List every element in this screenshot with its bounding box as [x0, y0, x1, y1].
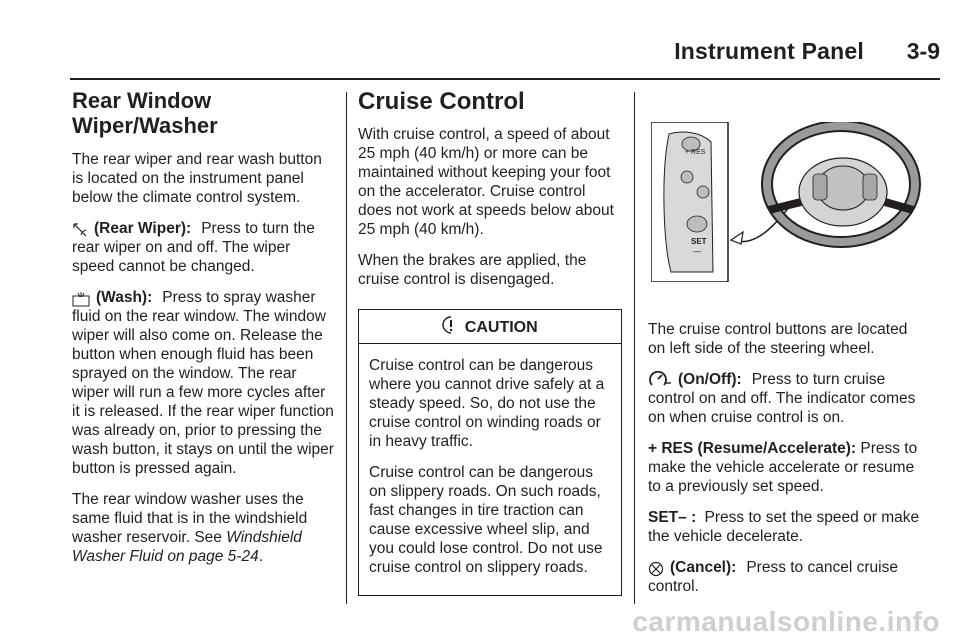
cruise-brakes: When the brakes are applied, the cruise control is disengaged. [358, 252, 587, 288]
watermark: carmanualsonline.info [632, 606, 940, 637]
set-button-graphic [687, 216, 707, 232]
wash-icon [72, 291, 90, 307]
rear-wiper-text-1: Press to turn the [201, 220, 315, 237]
page-number: 3-9 [906, 38, 940, 64]
caution-box [358, 309, 622, 596]
cancel-text-1: Press to cancel cruise [746, 559, 898, 576]
steering-wheel-illustration [651, 122, 923, 282]
warning-icon [442, 316, 460, 334]
rear-wiper-label: (Rear Wiper): [94, 220, 192, 237]
onoff-text-2: control on and off. The indicator comes on when cruise control is on. [648, 390, 916, 426]
rear-wiper-icon [72, 222, 88, 238]
caution-title: CAUTION [464, 319, 538, 336]
reservoir-paragraph [72, 490, 334, 566]
set-text-1: Press to set the speed or [704, 509, 877, 526]
column-divider-2 [634, 92, 635, 604]
cancel-icon [648, 561, 664, 577]
set-label: SET– : [648, 509, 697, 526]
section-heading-cruise: Cruise Control [358, 88, 525, 115]
set-text-2: make the vehicle decelerate. [648, 509, 920, 545]
header-rule [70, 78, 940, 80]
cancel-paragraph [648, 558, 924, 596]
buttons-location: The cruise control buttons are located on left side of the steering wheel. [648, 321, 908, 357]
set-paragraph [648, 508, 924, 546]
caution-header [359, 310, 621, 344]
rear-wiper-paragraph [72, 219, 334, 276]
res-paragraph [648, 439, 924, 496]
onoff-text-1: Press to turn cruise [751, 371, 886, 388]
reservoir-text: The rear window washer uses the same fluid that is in the windshield washer reservoir. See [72, 491, 308, 546]
heading-line-2: Wiper/Washer [72, 113, 218, 138]
rear-wiper-intro: The rear wiper and rear wash button is located on the instrument panel below the climate control system. [72, 151, 322, 206]
column-buttons [648, 320, 924, 608]
reservoir-end: . [258, 548, 264, 565]
caution-paragraph-2: Cruise control can be dangerous on slippery roads. On such roads, fast changes in tire traction can cause excessive wheel slip, and you could lose control. Do not use cruise control on slippery roads. [369, 464, 603, 576]
figure-set-text: SET [691, 237, 707, 246]
page-header-title: Instrument Panel [674, 38, 864, 64]
cancel-button-graphic [681, 171, 693, 183]
res-label: + RES (Resume/Accelerate): [648, 440, 857, 457]
caution-paragraph-1: Cruise control can be dangerous where you cannot drive safely at a steady speed. So, do not use the cruise control on winding roads or in heavy traffic. [369, 357, 605, 450]
res-text-1: Press [860, 440, 900, 457]
reservoir-link[interactable]: Windshield Washer Fluid on page 5-24 [72, 529, 302, 565]
onoff-paragraph [648, 370, 924, 427]
column-rear-wiper [72, 88, 334, 578]
heading-line-1: Rear Window [72, 88, 212, 113]
figure-set-minus-text: — [693, 247, 701, 256]
cruise-onoff-icon [648, 371, 672, 389]
section-heading-rear-wiper [72, 88, 334, 138]
wash-text-1: Press to spray washer [162, 289, 316, 306]
rear-wiper-text-2: rear wiper on and off. The wiper speed cannot be changed. [72, 239, 291, 275]
caution-body [359, 344, 621, 595]
wash-label: (Wash): [96, 289, 153, 306]
cruise-intro: With cruise control, a speed of about 25 mph (40 km/h) or more can be maintained without keeping your foot on the accelerator. Cruise control does not work at speeds below about 25 mph (40 km/h). [358, 126, 614, 238]
wash-text-2: fluid on the rear window. The window wiper will also come on. Release the button when enough fluid has been sprayed on the window. The rear wiper will run a few more cycles after it is released. If the rear wiper function was already on, prior to pressing the wash button, it stays on until the wiper button is pressed again. [72, 308, 334, 477]
onoff-label: (On/Off): [678, 371, 742, 388]
column-cruise [358, 88, 622, 596]
res-text-2: to make the vehicle accelerate or resume to a previously set speed. [648, 440, 918, 495]
cancel-text-2: control. [648, 578, 699, 595]
steering-wheel-figure [651, 122, 923, 282]
column-divider-1 [346, 92, 347, 604]
figure-res-text: + RES [685, 149, 706, 156]
wash-paragraph [72, 288, 334, 478]
onoff-button-graphic [697, 186, 709, 198]
cancel-label: (Cancel): [670, 559, 737, 576]
